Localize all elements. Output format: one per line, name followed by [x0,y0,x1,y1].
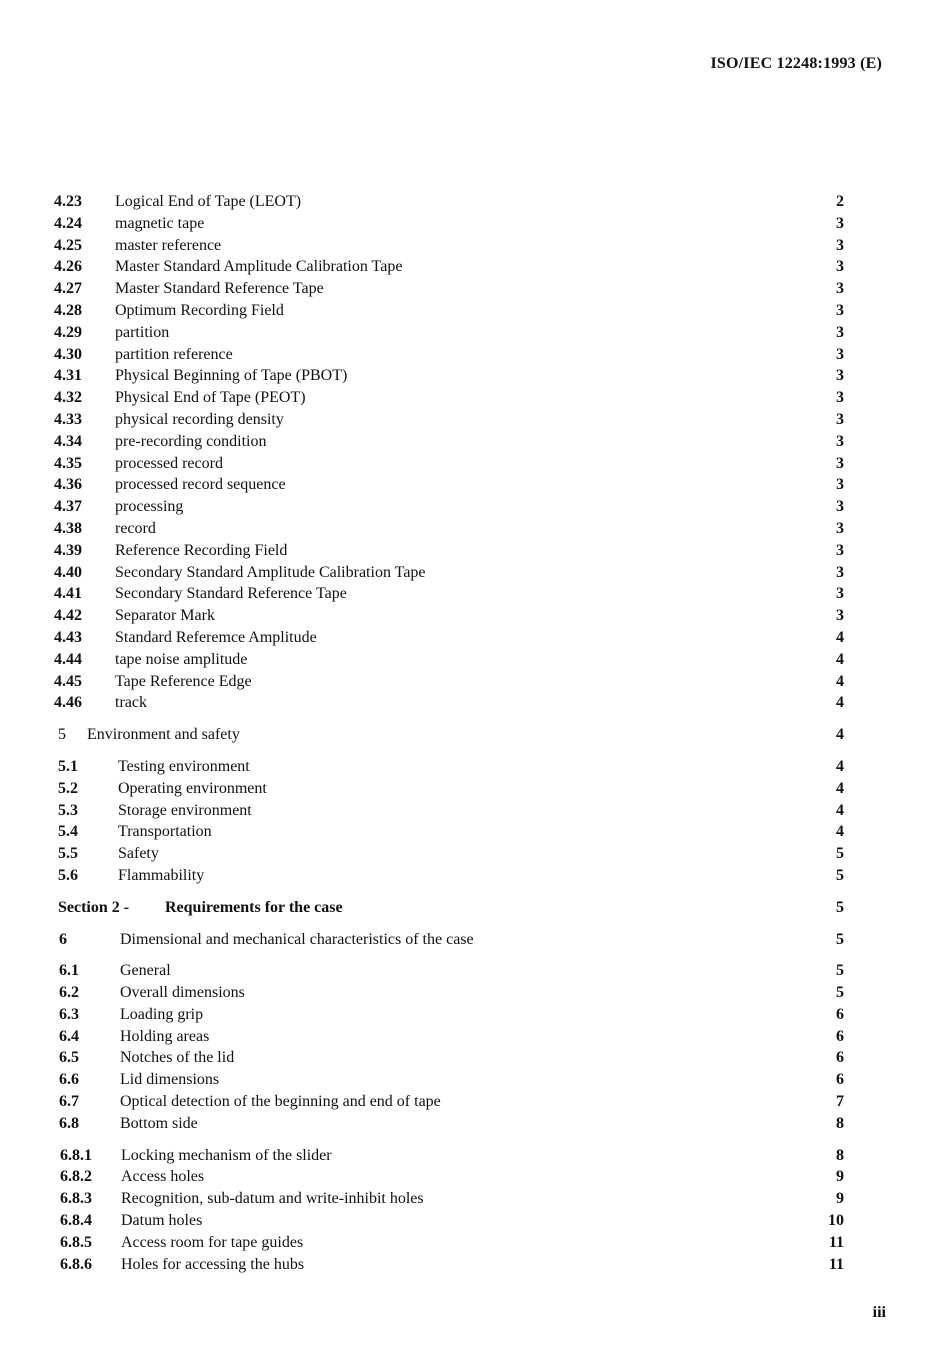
toc-entry-number: 6.8.4 [60,1212,92,1230]
toc-page-number: 3 [836,454,844,472]
toc-entry [54,605,844,627]
toc-page-number: 3 [836,519,844,537]
toc-entry-title: Master Standard Reference Tape [115,280,324,298]
toc-entry [54,1166,844,1188]
toc-page-number: 9 [836,1168,844,1186]
toc-entry [54,1254,844,1276]
toc-entry-number: 6.7 [59,1093,79,1111]
toc-page-number: 3 [836,585,844,603]
toc-entry-number: 6.8.2 [60,1168,92,1186]
toc-entry-title: Transportation [118,823,212,841]
toc-entry [54,365,844,387]
toc-entry-title: Locking mechanism of the slider [121,1146,332,1164]
toc-page-number: 3 [836,410,844,428]
toc-page-number: 3 [836,301,844,319]
toc-page-number: 4 [836,823,844,841]
toc-page-number: 4 [836,779,844,797]
toc-entry-number: 4.24 [54,214,82,232]
toc-clause-6 [54,929,844,951]
toc-page-number: 7 [836,1093,844,1111]
toc-clause-5 [54,724,844,746]
toc-entry-title: Safety [118,845,159,863]
toc-entry-title: pre-recording condition [115,432,267,450]
toc-entry-number: 4.37 [54,498,82,516]
toc-entry [54,649,844,671]
toc-entry-number: 4.32 [54,389,82,407]
toc-entry [54,496,844,518]
toc-page-number: 5 [836,898,844,916]
toc-page-number: 3 [836,607,844,625]
toc-entry [54,1091,844,1113]
toc-page-number: 3 [836,476,844,494]
toc-entry [54,800,844,822]
toc-page-number: 3 [836,345,844,363]
toc-entry [54,627,844,649]
toc-entry-title: Optimum Recording Field [115,301,284,319]
toc-entry [54,1113,844,1135]
toc-clause-title: Dimensional and mechanical characteristics of the case [120,930,474,948]
toc-entry-title: Master Standard Amplitude Calibration Tape [115,258,403,276]
toc-entry [54,191,844,213]
toc-entry-title: Notches of the lid [120,1049,235,1067]
toc-page-number: 4 [836,726,844,744]
toc-entry [54,562,844,584]
toc-entry [54,1047,844,1069]
page-number-footer: iii [872,1304,886,1321]
toc-entry-title: Optical detection of the beginning and end of tape [120,1093,441,1111]
toc-entry-number: 5.4 [58,823,78,841]
toc-entry-title: Bottom side [120,1114,198,1132]
toc-entry-title: physical recording density [115,410,284,428]
toc-entry-title: Secondary Standard Amplitude Calibration Tape [115,563,426,581]
toc-entry-number: 4.33 [54,410,82,428]
toc-page-number: 3 [836,323,844,341]
toc-entry-number: 4.45 [54,672,82,690]
toc-entry-number: 4.28 [54,301,82,319]
toc-entry [54,692,844,714]
toc-page-number: 4 [836,628,844,646]
toc-entry [54,865,844,887]
toc-entry [54,843,844,865]
toc-page-number: 4 [836,757,844,775]
toc-entry-number: 6.8.1 [60,1146,92,1164]
toc-entry-title: Holding areas [120,1027,210,1045]
toc-entry [54,583,844,605]
toc-page-number: 3 [836,236,844,254]
toc-entry-number: 5.2 [58,779,78,797]
toc-entry-number: 4.36 [54,476,82,494]
toc-page-number: 3 [836,280,844,298]
toc-entry-title: Logical End of Tape (LEOT) [115,193,302,210]
toc-group-clause-6 [54,960,844,1134]
toc-entry [54,431,844,453]
toc-page-number: 3 [836,258,844,276]
toc-entry-title: Physical Beginning of Tape (PBOT) [115,367,348,385]
toc-entry-number: 6.4 [59,1027,79,1045]
toc-entry [54,1232,844,1254]
toc-entry-title: partition reference [115,345,233,363]
toc-entry-number: 5.6 [58,866,78,884]
toc-entry-number: 4.41 [54,585,82,603]
toc-section-2 [54,897,844,919]
toc-entry-number: 6.8.5 [60,1233,92,1251]
toc-entry-number: 6.3 [59,1005,79,1023]
toc-page-number: 3 [836,367,844,385]
toc-entry-title: Secondary Standard Reference Tape [115,585,347,603]
toc-page-number: 4 [836,672,844,690]
toc-entry-number: 4.35 [54,454,82,472]
toc-page-number: 3 [836,498,844,516]
toc-entry [54,1145,844,1167]
toc-entry [54,322,844,344]
toc-entry-number: 5.5 [58,845,78,863]
toc-entry-title: Storage environment [118,801,252,819]
toc-page-number: 3 [836,541,844,559]
toc-entry-number: 6.2 [59,984,79,1002]
toc-page-number: 5 [836,962,844,980]
toc-entry [54,1026,844,1048]
toc-entry-number: 4.42 [54,607,82,625]
toc-page-number: 11 [828,1255,844,1273]
toc-group-clause-6-8 [54,1145,844,1276]
toc-page-number: 3 [836,563,844,581]
toc-clause-number: 5 [58,726,66,744]
toc-page-number: 4 [836,801,844,819]
toc-entry-number: 4.34 [54,432,82,450]
toc-page-number: 3 [836,389,844,407]
toc-entry-title: Tape Reference Edge [115,672,252,690]
toc-entry-title: processed record sequence [115,476,286,494]
toc-page-number: 4 [836,694,844,712]
toc-page-number: 6 [836,1027,844,1045]
toc-page-number: 5 [836,984,844,1002]
toc-entry [54,1069,844,1091]
toc-section-number: Section 2 - [58,898,130,916]
toc-clause-number: 6 [59,930,67,948]
toc-entry-title: Lid dimensions [120,1071,220,1089]
toc-entry-title: Testing environment [118,757,250,775]
toc-entry-title: Overall dimensions [120,984,245,1002]
toc-entry-title: master reference [115,236,222,254]
toc-clause-title: Environment and safety [87,726,240,744]
toc-group-clause-4 [54,191,844,714]
toc-entry [54,960,844,982]
toc-entry-title: track [115,694,147,712]
toc-entry [54,213,844,235]
toc-entry [54,474,844,496]
toc-group-clause-5 [54,756,844,887]
toc-page-number: 10 [828,1212,844,1230]
toc-entry [54,518,844,540]
toc-entry-number: 6.8 [59,1114,79,1132]
toc-entry [54,1004,844,1026]
toc-page-number: 5 [836,845,844,863]
toc-entry-number: 5.1 [58,757,78,775]
toc-entry-title: record [115,519,156,537]
toc-entry-number: 4.43 [54,628,82,646]
toc-entry-title: tape noise amplitude [115,650,248,668]
toc-entry-number: 4.29 [54,323,82,341]
toc-entry-title: Access room for tape guides [121,1233,304,1251]
toc-entry [54,278,844,300]
toc-entry-title: Standard Referemce Amplitude [115,628,317,646]
toc-entry-title: Physical End of Tape (PEOT) [115,389,306,407]
toc-entry-title: partition [115,323,170,341]
toc-entry-number: 4.39 [54,541,82,559]
toc-entry-title: magnetic tape [115,214,205,232]
toc-page-number: 3 [836,432,844,450]
toc-entry [54,409,844,431]
toc-entry-title: Datum holes [121,1212,203,1230]
toc-entry-number: 6.8.3 [60,1190,92,1208]
toc-entry [54,778,844,800]
toc-entry-title: Separator Mark [115,607,215,625]
toc-entry-number: 4.26 [54,258,82,276]
toc-entry-title: Loading grip [120,1005,204,1023]
toc-page-number: 11 [828,1233,844,1251]
toc-entry-title: Holes for accessing the hubs [121,1255,305,1273]
toc-entry [54,235,844,257]
toc-page-number: 5 [836,930,844,948]
toc-entry [54,300,844,322]
toc-entry [54,756,844,778]
toc-entry-number: 6.5 [59,1049,79,1067]
toc-entry-title: Operating environment [118,779,267,797]
toc-entry-number: 5.3 [58,801,78,819]
toc-page-number: 5 [836,866,844,884]
toc-entry-number: 4.25 [54,236,82,254]
toc-page-number: 3 [836,214,844,232]
toc-entry-number: 6.1 [59,962,79,980]
toc-entry-number: 4.46 [54,694,82,712]
toc-entry-title: Flammability [118,866,205,884]
toc-entry [54,1188,844,1210]
toc-page-number: 4 [836,650,844,668]
toc-page-number: 6 [836,1071,844,1089]
toc-entry-number: 4.27 [54,280,82,298]
toc-entry-title: processing [115,498,184,516]
toc-entry-number: 4.31 [54,367,82,385]
toc-entry [54,1210,844,1232]
toc-section-title: Requirements for the case [165,898,343,916]
toc-entry-title: Reference Recording Field [115,541,288,559]
toc-entry [54,821,844,843]
toc-entry-number: 4.38 [54,519,82,537]
toc-entry [54,256,844,278]
toc-entry [54,387,844,409]
toc-entry [54,540,844,562]
toc-entry [54,344,844,366]
toc-page-number: 8 [836,1114,844,1132]
toc-page-number: 6 [836,1049,844,1067]
toc-page-number: 8 [836,1146,844,1164]
toc-entry [54,671,844,693]
toc-entry [54,982,844,1004]
toc-entry-title: General [120,962,171,980]
toc-page-number: 6 [836,1005,844,1023]
toc-entry-number: 4.40 [54,563,82,581]
toc-page-number: 9 [836,1190,844,1208]
toc-page-number: 2 [836,193,844,210]
toc-entry-title: Recognition, sub-datum and write-inhibit holes [121,1190,424,1208]
toc-entry-number: 4.44 [54,650,82,668]
document-header: ISO/IEC 12248:1993 (E) [710,55,882,72]
toc-entry-number: 6.6 [59,1071,79,1089]
toc-entry-number: 4.30 [54,345,82,363]
toc-entry [54,453,844,475]
toc-entry-title: processed record [115,454,223,472]
table-of-contents [54,191,844,1275]
toc-entry-title: Access holes [121,1168,205,1186]
toc-entry-number: 6.8.6 [60,1255,92,1273]
toc-entry-number: 4.23 [54,193,82,210]
